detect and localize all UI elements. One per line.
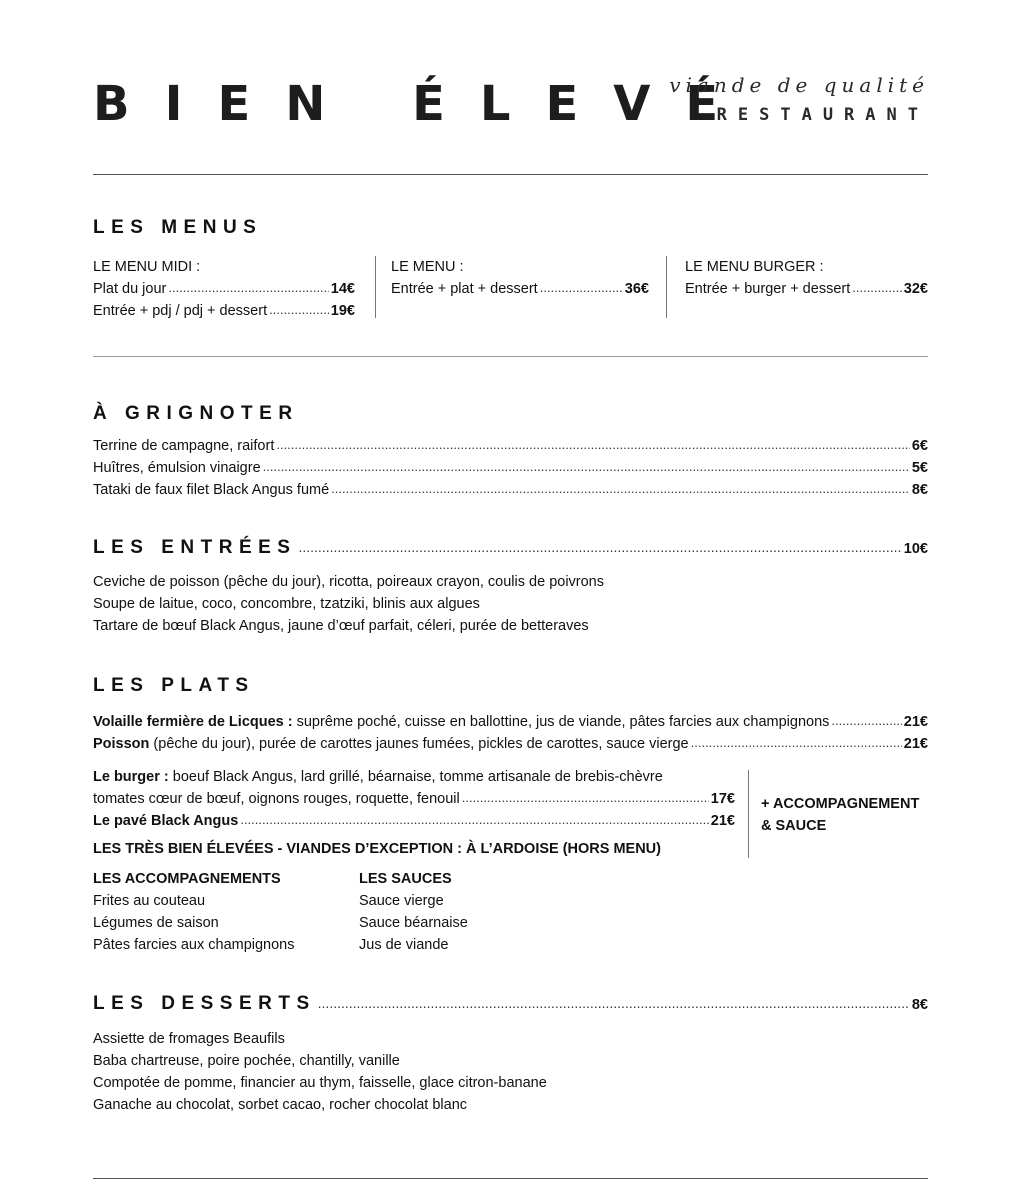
menu-item xyxy=(391,278,649,300)
dessert-item: Ganache au chocolat, sorbet cacao, rocher chocolat blanc xyxy=(93,1097,468,1113)
plat-name: Le pavé Black Angus xyxy=(93,813,239,829)
leader-dots xyxy=(462,787,709,809)
item-price: 5€ xyxy=(911,460,928,476)
menu-item-price: 19€ xyxy=(330,303,355,319)
item-price: 8€ xyxy=(911,482,928,498)
plat-name: Volaille fermière de Licques : xyxy=(93,714,293,730)
entree-item: Tartare de bœuf Black Angus, jaune d’œuf parfait, céleri, purée de betteraves xyxy=(93,618,589,634)
leader-dots xyxy=(318,995,910,1011)
plat-price: 21€ xyxy=(903,736,928,752)
grignoter-item xyxy=(93,479,928,501)
menu-item xyxy=(685,278,928,300)
item-label: Tataki de faux filet Black Angus fumé xyxy=(93,482,330,498)
accompaniment-note-line: + ACCOMPAGNEMENT xyxy=(761,796,920,812)
menu-midi-title: LE MENU MIDI : xyxy=(93,259,201,275)
menu-item-price: 14€ xyxy=(330,281,355,297)
menu-item-price: 32€ xyxy=(903,281,928,297)
desserts-heading-row xyxy=(93,993,928,1015)
dessert-item: Baba chartreuse, poire pochée, chantilly, vanille xyxy=(93,1053,400,1069)
plat-description: tomates cœur de bœuf, oignons rouges, roquette, fenouil xyxy=(93,791,460,807)
accompaniment-note-line: & SAUCE xyxy=(761,818,827,834)
leader-dots xyxy=(331,478,910,500)
desserts-heading: LES DESSERTS xyxy=(93,993,316,1014)
plat-item xyxy=(93,711,928,733)
menu-item-label: Entrée + pdj / pdj + dessert xyxy=(93,303,268,319)
plat-description: suprême poché, cuisse en ballottine, jus de viande, pâtes farcies aux champignons xyxy=(292,714,830,730)
list-item: Jus de viande xyxy=(359,937,449,953)
entrees-heading-row xyxy=(93,537,928,559)
exception-meats: LES TRÈS BIEN ÉLEVÉES - VIANDES D’EXCEPTION : À L’ARDOISE (HORS MENU) xyxy=(93,841,661,857)
leader-dots xyxy=(168,277,328,299)
list-item: Sauce vierge xyxy=(359,893,444,909)
plat-price: 17€ xyxy=(710,791,735,807)
item-label: Terrine de campagne, raifort xyxy=(93,438,275,454)
entrees-price: 10€ xyxy=(903,541,928,557)
desserts-price: 8€ xyxy=(911,997,928,1013)
menus-heading: LES MENUS xyxy=(93,217,263,238)
menus-divider xyxy=(93,356,928,357)
leader-dots xyxy=(831,710,901,732)
entree-item: Ceviche de poisson (pêche du jour), ricotta, poireaux crayon, coulis de poivrons xyxy=(93,574,604,590)
burger-line-1 xyxy=(93,766,663,788)
list-item: Sauce béarnaise xyxy=(359,915,468,931)
menus-separator xyxy=(375,256,376,318)
brand-subtitle: RESTAURANT xyxy=(716,105,929,125)
menu-item-label: Entrée + plat + dessert xyxy=(391,281,538,297)
grignoter-item xyxy=(93,435,928,457)
leader-dots xyxy=(691,732,902,754)
leader-dots xyxy=(852,277,902,299)
menu-page xyxy=(93,0,928,1203)
menu-item-label: Entrée + burger + dessert xyxy=(685,281,851,297)
footer-divider xyxy=(93,1178,928,1179)
item-price: 6€ xyxy=(911,438,928,454)
menu-item-label: Plat du jour xyxy=(93,281,167,297)
grignoter-item xyxy=(93,457,928,479)
brand-name: BIEN ÉLEVÉ xyxy=(93,76,754,132)
sauces-heading: LES SAUCES xyxy=(359,871,452,887)
leader-dots xyxy=(276,434,910,456)
entrees-heading: LES ENTRÉES xyxy=(93,537,297,558)
sauces-list xyxy=(359,868,468,956)
plats-heading: LES PLATS xyxy=(93,675,255,696)
accompaniments-heading: LES ACCOMPAGNEMENTS xyxy=(93,871,281,887)
burger-line-2 xyxy=(93,788,735,810)
entree-item: Soupe de laitue, coco, concombre, tzatziki, blinis aux algues xyxy=(93,596,480,612)
menu-midi xyxy=(93,256,355,322)
list-item: Frites au couteau xyxy=(93,893,206,909)
brand-tagline: viande de qualité xyxy=(669,73,929,97)
plat-name: Le burger : xyxy=(93,769,169,785)
menu-burger xyxy=(685,256,928,300)
plat-name: Poisson xyxy=(93,736,150,752)
leader-dots xyxy=(298,539,901,555)
accompaniments-list xyxy=(93,868,295,956)
plat-description: boeuf Black Angus, lard grillé, béarnaise, tomme artisanale de brebis-chèvre xyxy=(168,769,663,785)
leader-dots xyxy=(240,809,708,831)
dessert-item: Compotée de pomme, financier au thym, faisselle, glace citron-banane xyxy=(93,1075,547,1091)
plat-price: 21€ xyxy=(710,813,735,829)
plat-description: (pêche du jour), purée de carottes jaunes fumées, pickles de carottes, sauce vierge xyxy=(149,736,689,752)
leader-dots xyxy=(263,456,910,478)
burger-separator xyxy=(748,770,749,858)
menus-separator xyxy=(666,256,667,318)
menu-classic-title: LE MENU : xyxy=(391,259,464,275)
pave-line xyxy=(93,810,735,832)
grignoter-heading: À GRIGNOTER xyxy=(93,403,299,424)
menu-burger-title: LE MENU BURGER : xyxy=(685,259,824,275)
plat-price: 21€ xyxy=(903,714,928,730)
menu-classic xyxy=(391,256,649,300)
menu-item xyxy=(93,300,355,322)
leader-dots xyxy=(540,277,623,299)
list-item: Légumes de saison xyxy=(93,915,219,931)
plat-item xyxy=(93,733,928,755)
leader-dots xyxy=(269,299,329,321)
item-label: Huîtres, émulsion vinaigre xyxy=(93,460,261,476)
menu-item-price: 36€ xyxy=(624,281,649,297)
list-item: Pâtes farcies aux champignons xyxy=(93,937,295,953)
header-divider xyxy=(93,174,928,175)
accompaniment-note xyxy=(761,793,919,837)
dessert-item: Assiette de fromages Beaufils xyxy=(93,1031,285,1047)
menu-item xyxy=(93,278,355,300)
